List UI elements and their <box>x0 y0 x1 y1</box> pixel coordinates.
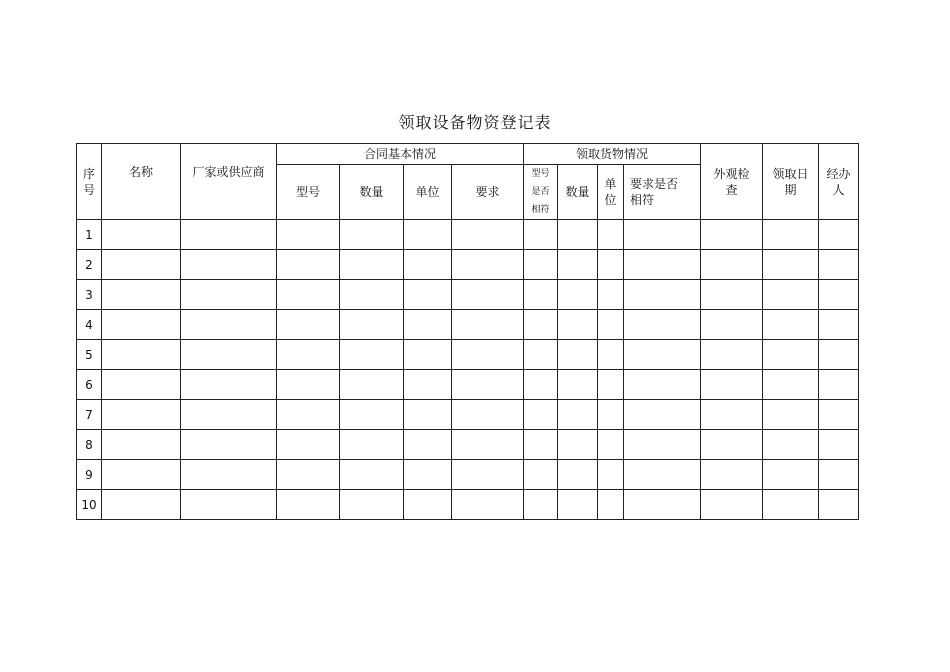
row-number: 6 <box>77 370 102 400</box>
table-cell[interactable] <box>404 430 452 460</box>
table-row <box>77 250 859 280</box>
table-cell[interactable] <box>701 340 763 370</box>
table-cell[interactable] <box>102 310 181 340</box>
table-cell[interactable] <box>181 310 277 340</box>
table-cell[interactable] <box>452 280 524 310</box>
row-number: 10 <box>77 490 102 520</box>
table-cell[interactable] <box>819 340 859 370</box>
table-cell[interactable] <box>763 430 819 460</box>
header-received-qty: 数量 <box>558 165 598 220</box>
table-cell[interactable] <box>598 370 624 400</box>
table-cell[interactable] <box>819 430 859 460</box>
table-cell[interactable] <box>524 490 558 520</box>
table-cell[interactable] <box>340 460 404 490</box>
header-received-unit: 单位 <box>598 165 624 220</box>
table-cell[interactable] <box>452 490 524 520</box>
table-cell[interactable] <box>404 400 452 430</box>
table-cell[interactable] <box>102 460 181 490</box>
table-cell[interactable] <box>701 370 763 400</box>
table-cell[interactable] <box>819 220 859 250</box>
table-cell[interactable] <box>624 490 701 520</box>
table-cell[interactable] <box>340 430 404 460</box>
table-cell[interactable] <box>404 220 452 250</box>
table-cell[interactable] <box>598 310 624 340</box>
table-cell[interactable] <box>277 220 340 250</box>
table-cell[interactable] <box>102 430 181 460</box>
table-cell[interactable] <box>404 370 452 400</box>
table-cell[interactable] <box>340 280 404 310</box>
table-cell[interactable] <box>763 340 819 370</box>
table-cell[interactable] <box>277 490 340 520</box>
table-cell[interactable] <box>404 490 452 520</box>
table-cell[interactable] <box>598 490 624 520</box>
row-number: 8 <box>77 430 102 460</box>
table-cell[interactable] <box>558 220 598 250</box>
table-cell[interactable] <box>102 340 181 370</box>
table-row <box>77 310 859 340</box>
table-cell[interactable] <box>558 310 598 340</box>
header-vendor: 厂家或供应商 <box>181 144 277 220</box>
header-received-req-match: 要求是否相符 <box>624 165 701 220</box>
table-cell[interactable] <box>452 250 524 280</box>
header-handler: 经办人 <box>819 144 859 220</box>
table-cell[interactable] <box>181 460 277 490</box>
table-cell[interactable] <box>277 400 340 430</box>
header-contract-req: 要求 <box>452 165 524 220</box>
table-cell[interactable] <box>763 280 819 310</box>
table-cell[interactable] <box>524 310 558 340</box>
table-cell[interactable] <box>404 310 452 340</box>
table-cell[interactable] <box>598 340 624 370</box>
table-cell[interactable] <box>624 280 701 310</box>
table-cell[interactable] <box>558 280 598 310</box>
table-cell[interactable] <box>181 250 277 280</box>
table-cell[interactable] <box>624 340 701 370</box>
header-date: 领取日期 <box>763 144 819 220</box>
table-cell[interactable] <box>277 460 340 490</box>
table-cell[interactable] <box>558 460 598 490</box>
table-cell[interactable] <box>340 220 404 250</box>
table-cell[interactable] <box>598 460 624 490</box>
header-contract-group: 合同基本情况 <box>277 144 524 165</box>
header-received-model-match: 型号是否相符 <box>524 165 558 220</box>
table-cell[interactable] <box>277 280 340 310</box>
table-cell[interactable] <box>404 340 452 370</box>
table-cell[interactable] <box>624 400 701 430</box>
form-title: 领取设备物资登记表 <box>398 113 552 132</box>
table-body <box>77 220 859 520</box>
table-row <box>77 460 859 490</box>
table-row <box>77 220 859 250</box>
table-cell[interactable] <box>340 250 404 280</box>
table-cell[interactable] <box>404 460 452 490</box>
table-cell[interactable] <box>181 490 277 520</box>
header-contract-qty: 数量 <box>340 165 404 220</box>
header-contract-unit: 单位 <box>404 165 452 220</box>
table-cell[interactable] <box>524 460 558 490</box>
table-cell[interactable] <box>524 370 558 400</box>
table-row <box>77 370 859 400</box>
table-cell[interactable] <box>102 280 181 310</box>
table-cell[interactable] <box>277 430 340 460</box>
row-number: 7 <box>77 400 102 430</box>
table-cell[interactable] <box>340 370 404 400</box>
table-cell[interactable] <box>598 280 624 310</box>
table-cell[interactable] <box>102 220 181 250</box>
table-cell[interactable] <box>558 490 598 520</box>
table-cell[interactable] <box>763 400 819 430</box>
table-cell[interactable] <box>277 250 340 280</box>
table-cell[interactable] <box>277 370 340 400</box>
table-cell[interactable] <box>819 400 859 430</box>
table-cell[interactable] <box>524 250 558 280</box>
table-cell[interactable] <box>701 220 763 250</box>
header-received-group: 领取货物情况 <box>524 144 701 165</box>
table-cell[interactable] <box>701 400 763 430</box>
table-cell[interactable] <box>819 250 859 280</box>
table-cell[interactable] <box>763 490 819 520</box>
table-cell[interactable] <box>102 370 181 400</box>
table-cell[interactable] <box>181 400 277 430</box>
table-cell[interactable] <box>819 370 859 400</box>
row-number: 4 <box>77 310 102 340</box>
table-cell[interactable] <box>102 250 181 280</box>
table-cell[interactable] <box>558 340 598 370</box>
table-row <box>77 280 859 310</box>
table-cell[interactable] <box>340 490 404 520</box>
row-number: 9 <box>77 460 102 490</box>
table-cell[interactable] <box>181 340 277 370</box>
table-cell[interactable] <box>624 220 701 250</box>
table-cell[interactable] <box>819 310 859 340</box>
table-cell[interactable] <box>819 280 859 310</box>
table-cell[interactable] <box>701 280 763 310</box>
table-row <box>77 430 859 460</box>
table-cell[interactable] <box>701 310 763 340</box>
table-cell[interactable] <box>524 400 558 430</box>
table-cell[interactable] <box>452 430 524 460</box>
table-cell[interactable] <box>701 250 763 280</box>
table-cell[interactable] <box>181 280 277 310</box>
table-cell[interactable] <box>181 220 277 250</box>
table-cell[interactable] <box>181 370 277 400</box>
table-cell[interactable] <box>624 430 701 460</box>
table-cell[interactable] <box>452 220 524 250</box>
table-row <box>77 340 859 370</box>
table-cell[interactable] <box>404 250 452 280</box>
table-cell[interactable] <box>763 370 819 400</box>
table-cell[interactable] <box>452 460 524 490</box>
table-cell[interactable] <box>701 430 763 460</box>
table-cell[interactable] <box>819 460 859 490</box>
table-cell[interactable] <box>524 340 558 370</box>
table-row <box>77 400 859 430</box>
table-cell[interactable] <box>701 460 763 490</box>
row-number: 5 <box>77 340 102 370</box>
table-cell[interactable] <box>598 400 624 430</box>
table-cell[interactable] <box>624 370 701 400</box>
table-cell[interactable] <box>452 340 524 370</box>
table-cell[interactable] <box>763 220 819 250</box>
table-cell[interactable] <box>340 310 404 340</box>
table-cell[interactable] <box>524 280 558 310</box>
table-cell[interactable] <box>763 250 819 280</box>
table-cell[interactable] <box>277 340 340 370</box>
table-cell[interactable] <box>701 490 763 520</box>
table-cell[interactable] <box>624 310 701 340</box>
registration-table <box>76 143 859 520</box>
table-cell[interactable] <box>452 370 524 400</box>
row-number: 2 <box>77 250 102 280</box>
table-cell[interactable] <box>558 370 598 400</box>
header-name: 名称 <box>102 144 181 220</box>
header-appearance: 外观检查 <box>701 144 763 220</box>
table-cell[interactable] <box>524 220 558 250</box>
table-cell[interactable] <box>558 400 598 430</box>
table-cell[interactable] <box>819 490 859 520</box>
table-cell[interactable] <box>624 250 701 280</box>
table-cell[interactable] <box>558 430 598 460</box>
table-cell[interactable] <box>452 400 524 430</box>
table-cell[interactable] <box>763 460 819 490</box>
table-row <box>77 490 859 520</box>
table-cell[interactable] <box>404 280 452 310</box>
table-cell[interactable] <box>181 430 277 460</box>
table-cell[interactable] <box>598 250 624 280</box>
table-cell[interactable] <box>102 490 181 520</box>
table-cell[interactable] <box>277 310 340 340</box>
header-seq: 序号 <box>77 144 102 220</box>
table-cell[interactable] <box>340 400 404 430</box>
table-cell[interactable] <box>340 340 404 370</box>
header-contract-model: 型号 <box>277 165 340 220</box>
table-cell[interactable] <box>102 400 181 430</box>
table-cell[interactable] <box>524 430 558 460</box>
row-number: 1 <box>77 220 102 250</box>
row-number: 3 <box>77 280 102 310</box>
table-cell[interactable] <box>763 310 819 340</box>
table-cell[interactable] <box>598 430 624 460</box>
table-cell[interactable] <box>598 220 624 250</box>
table-cell[interactable] <box>558 250 598 280</box>
table-cell[interactable] <box>624 460 701 490</box>
table-cell[interactable] <box>452 310 524 340</box>
